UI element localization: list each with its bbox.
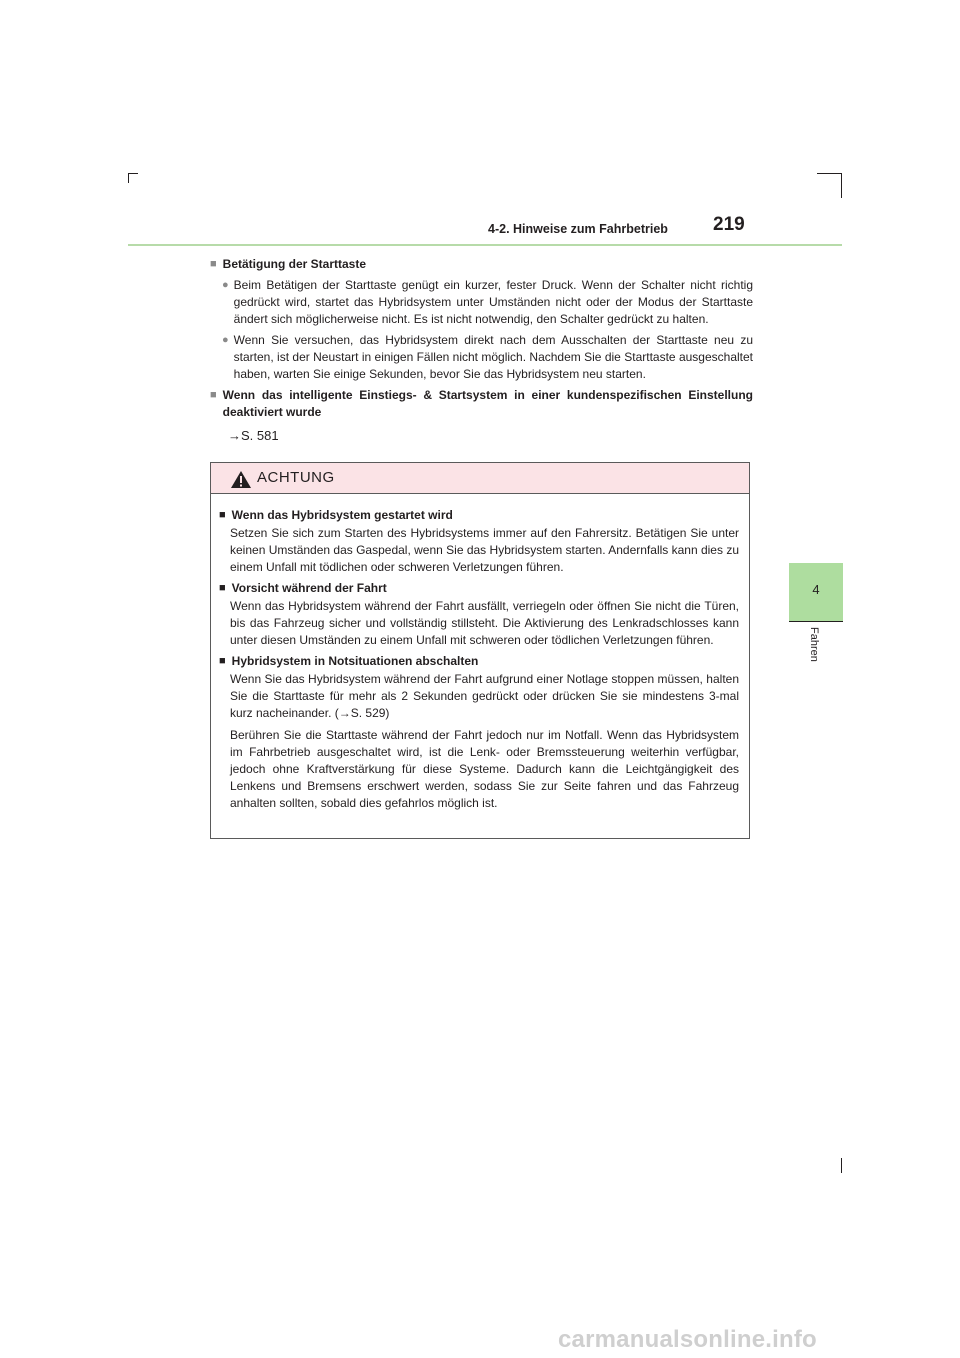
chapter-tab xyxy=(789,563,843,621)
warning-paragraph: Wenn Sie das Hybridsystem während der Fahrt aufgrund einer Notlage stoppen müssen, halten Sie die Starttaste für mehr als 2 Sekunden gedrückt oder drücken Sie sie mindestens 3-mal kurz nacheinander. (→S. 529) xyxy=(230,672,739,720)
warning-item-heading: ■ Hybridsystem in Notsituationen abschalten xyxy=(219,654,479,668)
square-bullet-icon: ■ xyxy=(210,389,217,401)
chapter-tab-divider xyxy=(789,621,843,622)
square-bullet-icon: ■ xyxy=(219,509,226,521)
warning-header xyxy=(211,463,749,494)
crop-mark xyxy=(841,173,842,198)
watermark: carmanualsonline.info xyxy=(558,1326,817,1353)
chapter-label: Fahren xyxy=(808,627,820,662)
warning-paragraph: Berühren Sie die Starttaste während der Fahrt jedoch nur im Notfall. Wenn das Hybridsystem im Fahrbetrieb ausgeschaltet wird, ist die Lenk- oder Bremssteuerung weiterhin verfügbar, jedoch ohne Kraftverstärkung für diese Systeme. Dadurch kann die Leichtgängigkeit des Lenkens und Bremsens erschwert werden, sodass Sie zur Seite fahren und das Fahrzeug anhalten sollten, sobald dies gefahrlos möglich ist. xyxy=(230,728,739,810)
warning-box xyxy=(210,462,750,839)
square-bullet-icon: ■ xyxy=(219,655,226,667)
crop-mark xyxy=(841,1158,842,1173)
warning-paragraph: Setzen Sie sich zum Starten des Hybridsystems immer auf den Fahrersitz. Betätigen Sie unter keinen Umständen das Gaspedal, wenn Sie das Hybridsystem starten. Andernfalls kann dies zu einem Unfall mit tödlichen oder schweren Verletzungen führen. xyxy=(230,526,739,574)
circle-bullet-icon: ● xyxy=(222,279,229,291)
warning-item-heading: ■ Vorsicht während der Fahrt xyxy=(219,581,387,595)
crop-mark xyxy=(128,173,129,183)
header-divider xyxy=(128,244,842,246)
page-reference-link[interactable]: →S. 581 xyxy=(228,428,279,443)
crop-mark xyxy=(128,173,138,174)
warning-body xyxy=(211,494,749,812)
list-item: ● Wenn Sie versuchen, das Hybridsystem direkt nach dem Ausschalten der Starttaste neu zu starten, ist der Neustart in einigen Fällen nicht möglich. Nachdem Sie die Starttaste ausgeschaltet haben, warten Sie einige Sekunden, bevor Sie das Hybridsystem neu starten. xyxy=(222,333,753,381)
section-heading: ■ Betätigung der Starttaste xyxy=(210,257,367,271)
crop-mark xyxy=(817,173,842,174)
page-number: 219 xyxy=(713,214,745,235)
warning-paragraph: Wenn das Hybridsystem während der Fahrt ausfällt, verriegeln oder öffnen Sie nicht die Türen, bis das Fahrzeug sicher und vollständig stillsteht. Die Aktivierung des Lenkradschlosses kann unter diesen Umständen zu einem Unfall mit schweren oder tödlichen Verletzungen führen. xyxy=(230,599,739,647)
warning-title: ACHTUNG xyxy=(257,469,335,486)
circle-bullet-icon: ● xyxy=(222,334,229,346)
square-bullet-icon: ■ xyxy=(210,258,217,270)
main-content xyxy=(210,256,753,444)
list-item: ● Beim Betätigen der Starttaste genügt ein kurzer, fester Druck. Wenn der Schalter nicht richtig gedrückt wird, startet das Hybridsystem unter Umständen nicht oder der Modus der Starttaste ändert sich möglicherweise nicht. Es ist nicht notwendig, den Schalter gedrückt zu halten. xyxy=(222,278,753,326)
square-bullet-icon: ■ xyxy=(219,582,226,594)
section-heading: ■ Wenn das intelligente Einstiegs- & Startsystem in einer kundenspezifischen Einstellung deaktiviert wurde xyxy=(210,388,753,419)
section-header: 4-2. Hinweise zum Fahrbetrieb xyxy=(488,222,668,236)
chapter-number: 4 xyxy=(812,582,820,597)
warning-item-heading: ■ Wenn das Hybridsystem gestartet wird xyxy=(219,508,453,522)
warning-triangle-icon xyxy=(230,470,252,489)
